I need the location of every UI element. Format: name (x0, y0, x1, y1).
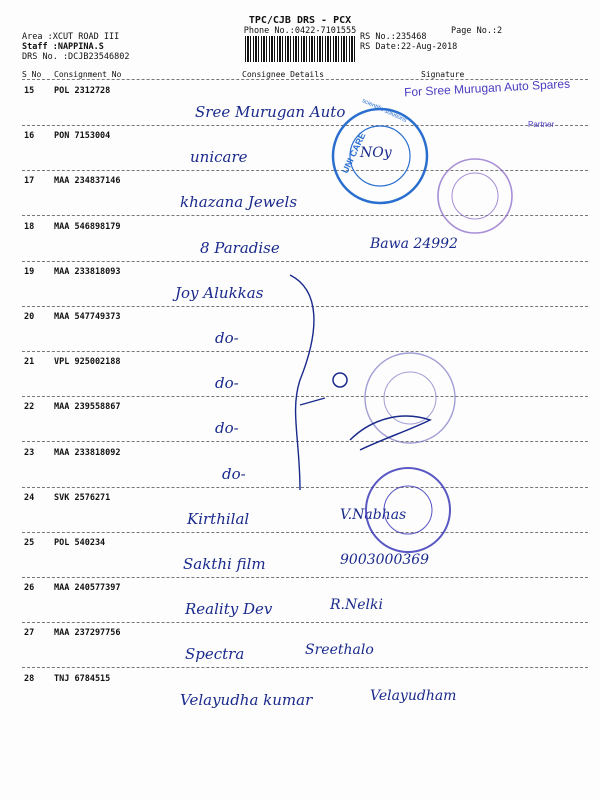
row22-signature-scribble (350, 416, 430, 450)
row-consignee-handwriting: do- (222, 465, 246, 483)
row-sno: 17 (24, 176, 35, 186)
row-consignee-handwriting: Joy Alukkas (175, 284, 264, 302)
row-consignee-handwriting: Sree Murugan Auto (195, 103, 346, 121)
row-sno: 16 (24, 131, 35, 141)
row-consignee-handwriting: do- (215, 329, 239, 347)
row-signature: NOy (360, 145, 392, 161)
staff-label: Staff :NAPPINA.S (22, 42, 104, 52)
row-consignment-no: PON 7153004 (54, 131, 111, 141)
row-consignee-handwriting: Sakthi film (183, 555, 266, 573)
row-sno: 28 (24, 674, 35, 684)
row-consignment-no: SVK 2576271 (54, 493, 111, 503)
row-consignee-handwriting: khazana Jewels (180, 193, 298, 211)
row-consignee-handwriting: do- (215, 374, 239, 392)
row-consignee-handwriting: unicare (190, 148, 248, 166)
row-consignment-no: POL 2312728 (54, 86, 111, 96)
sree-murugan-stamp: For Sree Murugan Auto Spares (403, 76, 571, 100)
ditto-bracket (290, 275, 314, 490)
rs-number: RS No.:235468 (360, 32, 427, 42)
row-consignment-no: MAA 233818093 (54, 267, 121, 277)
violet-seal-outer (438, 159, 512, 233)
page-title: TPC/CJB DRS - PCX (248, 15, 352, 26)
unicare-stamp-text: UNI CARE (340, 131, 368, 175)
row-sno: 23 (24, 448, 35, 458)
row-consignment-no: MAA 239558867 (54, 402, 121, 412)
row-consignment-no: MAA 547749373 (54, 312, 121, 322)
row-consignment-no: POL 540234 (54, 538, 106, 548)
row-sno: 15 (24, 86, 35, 96)
row-consignee-handwriting: Spectra (185, 645, 245, 663)
row-sno: 22 (24, 402, 35, 412)
row-sno: 20 (24, 312, 35, 322)
row-sno: 24 (24, 493, 35, 503)
violet-seal-inner (452, 173, 498, 219)
row-consignee-handwriting: Reality Dev (185, 600, 273, 618)
row-signature: Velayudham (370, 688, 457, 704)
kirthilal-seal-outer (366, 468, 450, 552)
page-number: Page No.:2 (451, 26, 503, 36)
row-signature: Bawa 24992 (370, 236, 458, 252)
row-consignee-handwriting: 8 Paradise (200, 239, 280, 257)
col-header-consignee: Consignee Details (242, 70, 324, 79)
row-sno: 21 (24, 357, 35, 367)
col-header-sno: S No (22, 70, 42, 79)
unicare-stamp-subtext: scientific solutions (360, 98, 408, 124)
row-consignment-no: TNJ 6784515 (54, 674, 111, 684)
col-header-signature: Signature (421, 70, 465, 79)
row-consignment-no: MAA 240577397 (54, 583, 121, 593)
row-consignment-no: VPL 925002188 (54, 357, 121, 367)
col-header-consignment: Consignment No (54, 70, 122, 79)
rs-date: RS Date:22-Aug-2018 (360, 42, 458, 52)
partner-stamp: Partner (528, 120, 555, 129)
row-consignee-handwriting: do- (215, 419, 239, 437)
row-sno: 27 (24, 628, 35, 638)
drs-number: DRS No. :DCJB23546802 (22, 52, 130, 62)
row-sno: 19 (24, 267, 35, 277)
row-consignment-no: MAA 546898179 (54, 222, 121, 232)
row-signature: Sreethalo (305, 642, 374, 658)
row-consignee-handwriting: Kirthilal (187, 510, 250, 528)
row-consignment-no: MAA 233818092 (54, 448, 121, 458)
row-signature: 9003000369 (340, 552, 430, 568)
kirthilal-seal-inner (384, 486, 432, 534)
row-consignment-no: MAA 237297756 (54, 628, 121, 638)
row-sno: 18 (24, 222, 35, 232)
area-label: Area :XCUT ROAD III (22, 32, 120, 42)
row-signature: V.Nabhas (340, 507, 407, 523)
bracket-arrow (300, 398, 325, 405)
row-consignment-no: MAA 234837146 (54, 176, 121, 186)
row-signature: R.Nelki (330, 597, 383, 613)
phone-number: Phone No.:0422-7101555 (243, 26, 357, 36)
row-sno: 26 (24, 583, 35, 593)
row21-signature-loop (333, 373, 347, 387)
row-sno: 25 (24, 538, 35, 548)
row-consignee-handwriting: Velayudha kumar (180, 691, 313, 709)
